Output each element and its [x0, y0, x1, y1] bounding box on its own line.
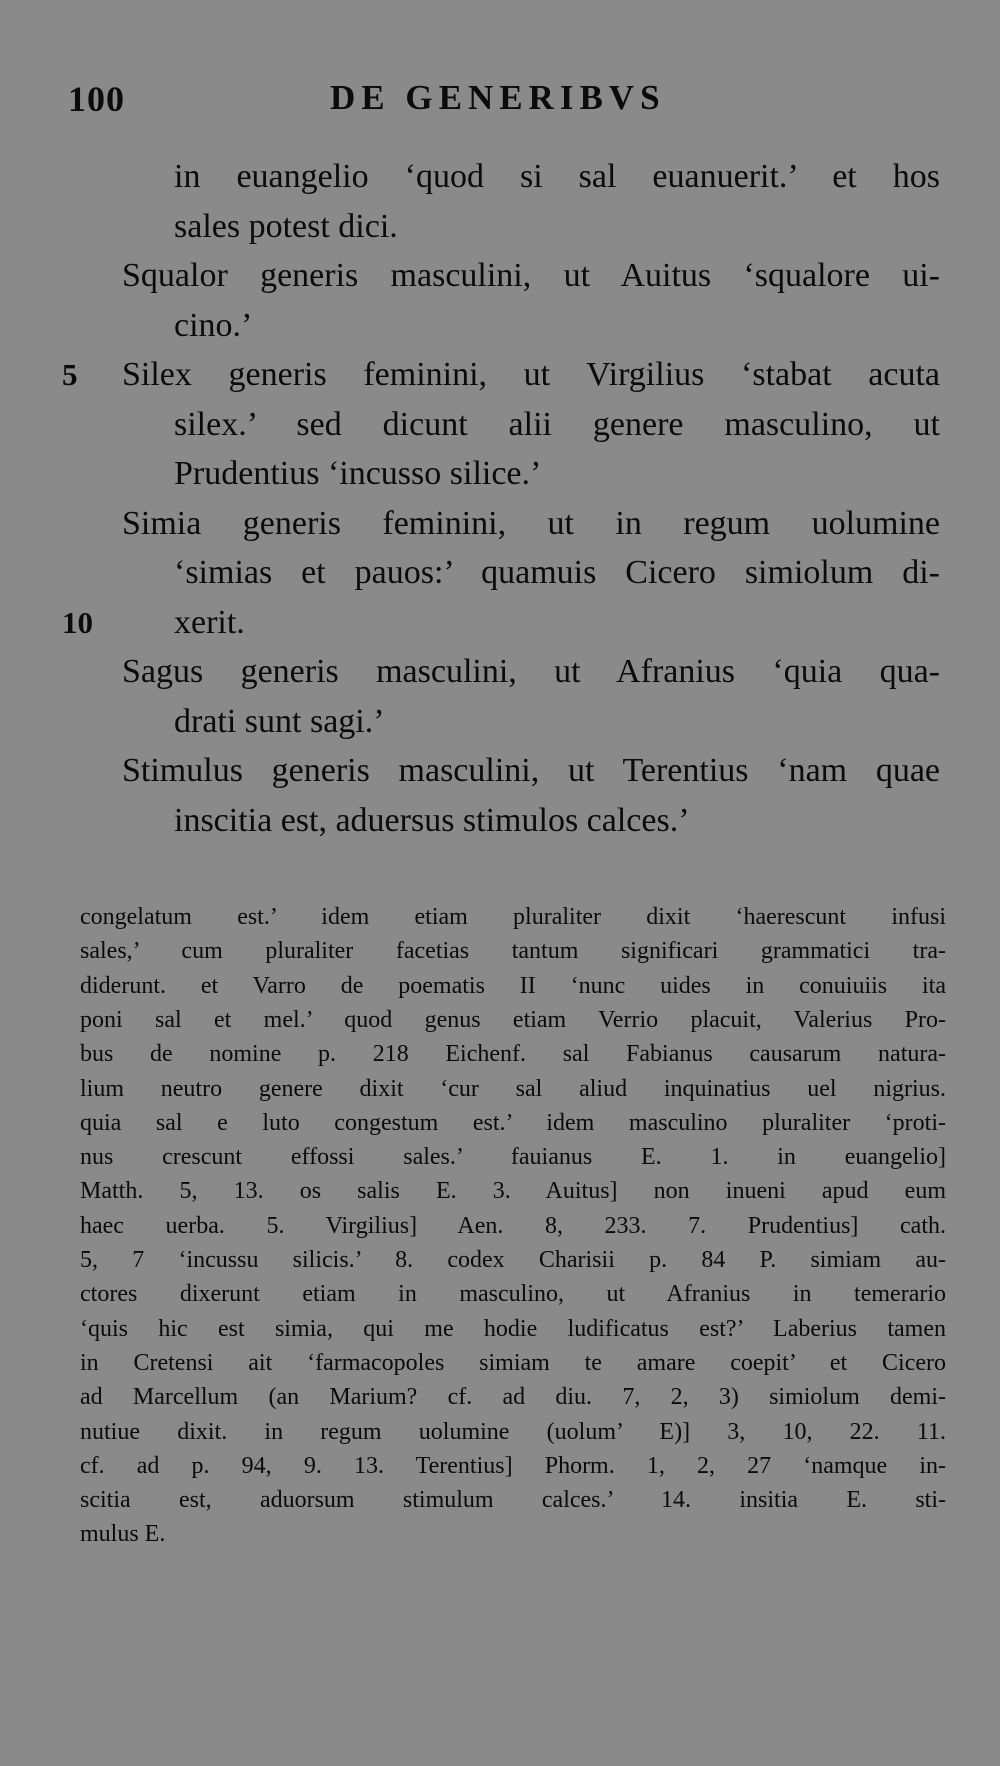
note-line: nutiue dixit. in regum uolumine (uolum’ E)] 3, 10, 22. 11.	[80, 1418, 946, 1445]
note-line: poni sal et mel.’ quod genus etiam Verrio placuit, Valerius Pro-	[80, 1006, 946, 1033]
text-line	[0, 350, 1000, 400]
line-text: inscitia est, aduersus stimulos calces.’	[174, 801, 690, 839]
running-title: DE GENERIBVS	[330, 78, 666, 117]
line-text: ‘simias et pauos:’ quamuis Cicero simiolum di-	[174, 554, 940, 591]
note-line: haec uerba. 5. Virgilius] Aen. 8, 233. 7. Prudentius] cath.	[80, 1212, 946, 1239]
line-text: Simia generis feminini, ut in regum uolumine	[122, 504, 940, 542]
text-line	[0, 152, 1000, 202]
note-line: bus de nomine p. 218 Eichenf. sal Fabianus causarum natura-	[80, 1041, 946, 1068]
line-text: drati sunt sagi.’	[174, 702, 385, 740]
text-line	[0, 647, 1000, 697]
line-text: Squalor generis masculini, ut Auitus ‘squalore ui-	[122, 257, 940, 294]
line-text: Silex generis feminini, ut Virgilius ‘stabat acuta	[122, 356, 940, 393]
page-number: 100	[68, 79, 125, 119]
line-text: Sagus generis masculini, ut Afranius ‘quia qua-	[122, 653, 940, 690]
note-line: cf. ad p. 94, 9. 13. Terentius] Phorm. 1, 2, 27 ‘namque in-	[80, 1452, 946, 1479]
note-line: in Cretensi ait ‘farmacopoles simiam te amare coepit’ et Cicero	[80, 1349, 946, 1376]
line-text: Prudentius ‘incusso silice.’	[174, 455, 542, 492]
text-line	[0, 598, 1000, 648]
page-header	[68, 78, 948, 124]
note-line: ad Marcellum (an Marium? cf. ad diu. 7, 2, 3) simiolum demi-	[80, 1384, 946, 1411]
line-text: in euangelio ‘quod si sal euanuerit.’ et hos	[174, 158, 940, 195]
text-line	[0, 697, 1000, 747]
text-line	[0, 301, 1000, 351]
note-line: sales,’ cum pluraliter facetias tantum significari grammatici tra-	[80, 938, 946, 965]
note-line: quia sal e luto congestum est.’ idem masculino pluraliter ‘proti-	[80, 1109, 946, 1136]
line-text: xerit.	[174, 603, 245, 641]
line-text: sales potest dici.	[174, 207, 398, 245]
note-line: lium neutro genere dixit ‘cur sal aliud inquinatius uel nigrius.	[80, 1075, 946, 1102]
note-line: diderunt. et Varro de poematis II ‘nunc uides in conuiuiis ita	[80, 972, 946, 999]
note-line: mulus E.	[80, 1521, 166, 1548]
note-line: nus crescunt effossi sales.’ fauianus E. 1. in euangelio]	[80, 1144, 946, 1171]
line-number: 5	[62, 357, 78, 392]
line-text: silex.’ sed dicunt alii genere masculino, ut	[174, 405, 940, 443]
text-line	[0, 400, 1000, 450]
note-line: scitia est, aduorsum stimulum calces.’ 14. insitia E. sti-	[80, 1487, 946, 1514]
text-line	[0, 548, 1000, 598]
text-line	[0, 251, 1000, 301]
text-line	[0, 202, 1000, 252]
text-line	[0, 449, 1000, 499]
text-line	[0, 499, 1000, 549]
note-line: Matth. 5, 13. os salis E. 3. Auitus] non inueni apud eum	[80, 1178, 946, 1205]
text-line	[0, 746, 1000, 796]
text-line	[0, 796, 1000, 846]
line-text: Stimulus generis masculini, ut Terentius ‘nam quae	[122, 752, 940, 789]
note-line: congelatum est.’ idem etiam pluraliter dixit ‘haerescunt infusi	[80, 904, 946, 930]
line-text: cino.’	[174, 306, 253, 344]
note-line: ctores dixerunt etiam in masculino, ut Afranius in temerario	[80, 1281, 946, 1308]
note-line: ‘quis hic est simia, qui me hodie ludificatus est?’ Laberius tamen	[80, 1315, 946, 1342]
line-number: 10	[62, 604, 93, 640]
note-line: 5, 7 ‘incussu silicis.’ 8. codex Charisii p. 84 P. simiam au-	[80, 1247, 946, 1273]
